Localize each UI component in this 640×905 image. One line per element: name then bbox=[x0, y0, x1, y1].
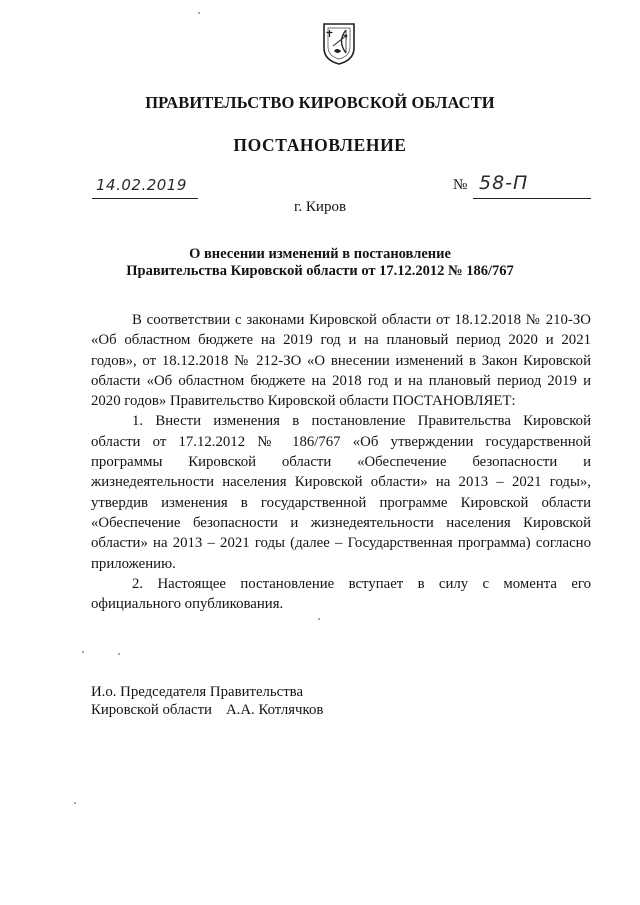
document-subject bbox=[0, 246, 640, 280]
signatory-name: А.А. Котлячков bbox=[225, 702, 324, 718]
document-type: ПОСТАНОВЛЕНИЕ bbox=[233, 135, 407, 155]
scan-speck bbox=[318, 618, 320, 620]
number-label: № bbox=[453, 177, 468, 193]
signatory-title-line-1: И.о. Председателя Правительства bbox=[91, 684, 304, 700]
scan-speck bbox=[74, 802, 76, 804]
document-number-field bbox=[473, 174, 591, 199]
subject-line-2: Правительства Кировской области от 17.12.2012 № 186/767 bbox=[126, 263, 514, 279]
scan-speck bbox=[118, 653, 120, 655]
city: г. Киров bbox=[293, 199, 347, 215]
organization-title: ПРАВИТЕЛЬСТВО КИРОВСКОЙ ОБЛАСТИ bbox=[145, 93, 495, 112]
kirov-region-coat-of-arms-icon bbox=[322, 22, 356, 66]
scan-speck bbox=[82, 651, 84, 653]
body-paragraph-item-2: 2. Настоящее постановление вступает в силу с момента его официального опубликования. bbox=[91, 575, 591, 613]
signature-block bbox=[91, 683, 323, 719]
subject-line-1: О внесении изменений в постановление bbox=[189, 246, 451, 262]
body-paragraph-preamble: В соответствии с законами Кировской области от 18.12.2018 № 210-ЗО «Об областном бюджете на 2019 год и на плановый период 2020 и 2021 годов», от 18.12.2018 № 212-ЗО «О внесении изменений в Закон Кировской области «Об областном бюджете на 2018 год и на плановый период 2019 и 2020 годов» Правительство Кировской области ПОСТАНОВЛЯЕТ: bbox=[91, 312, 591, 410]
scan-speck bbox=[198, 12, 200, 14]
document-body bbox=[91, 310, 591, 614]
date-field bbox=[92, 176, 198, 199]
signatory-title-line-2 bbox=[91, 701, 323, 719]
handwritten-number: 58-П bbox=[479, 172, 529, 194]
body-paragraph-item-1: 1. Внести изменения в постановление Правительства Кировской области от 17.12.2012 № 186/767 «Об утверждении государственной программы Кировской области «Обеспечение безопасности и жизнедеятельности населения Кировской области» на 2013 – 2021 годы», утвердив изменения в государственной программе Кировской области «Обеспечение безопасности и жизнедеятельности населения Кировской области» на 2013 – 2021 годы (далее – Государственная программа) согласно приложению. bbox=[91, 413, 591, 572]
signatory-region: Кировской области bbox=[91, 702, 212, 718]
handwritten-date: 14.02.2019 bbox=[96, 176, 187, 194]
